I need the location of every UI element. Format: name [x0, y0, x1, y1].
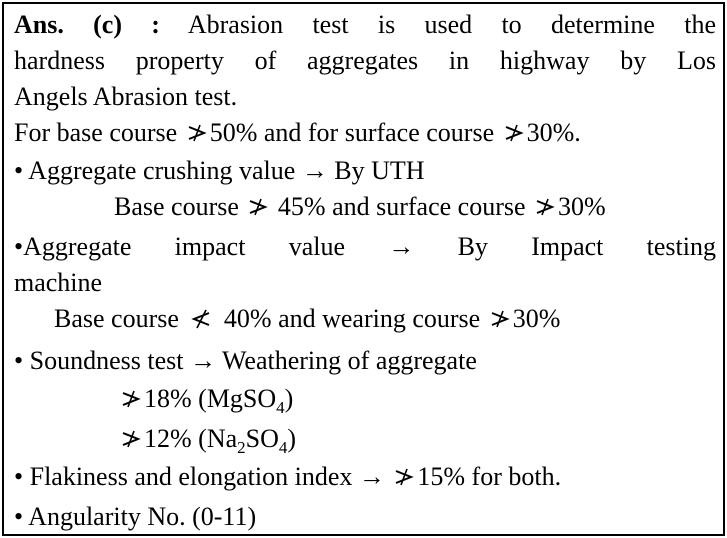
impact-wearing-value: 30%	[512, 304, 561, 333]
surface-value-text: 30%.	[526, 118, 581, 147]
mgso4-close: )	[284, 384, 294, 413]
not-greater-than-icon	[393, 467, 415, 487]
crushing-base-value: 45% and surface course	[277, 192, 526, 221]
mgso4-value: 18% (MgSO	[144, 384, 277, 413]
answer-box	[2, 2, 725, 536]
answer-line-3: Angels Abrasion test.	[14, 82, 238, 111]
mgso4-subscript: 4	[276, 398, 285, 417]
impact-title: •Aggregate impact value → By Impact testing	[14, 232, 716, 261]
not-greater-than-icon	[186, 123, 208, 143]
answer-text: Abrasion test is used to determine the	[187, 10, 716, 39]
soundness-mgso4	[118, 384, 294, 417]
not-greater-than-icon	[534, 197, 556, 217]
na2so4-so: SO	[245, 424, 279, 453]
not-greater-than-icon	[120, 389, 142, 409]
base-course-text: For base course	[14, 118, 178, 147]
not-less-than-icon	[187, 309, 215, 329]
not-greater-than-icon	[247, 197, 269, 217]
base-surface-line	[14, 118, 581, 148]
na2so4-subscript-4: 4	[278, 438, 288, 457]
crushing-surface-value: 30%	[558, 192, 606, 221]
crushing-title: • Aggregate crushing value → By UTH	[14, 156, 425, 185]
flakiness-line	[14, 462, 561, 492]
flakiness-label: • Flakiness and elongation index →	[14, 462, 385, 491]
crushing-base-label: Base course	[114, 192, 239, 221]
soundness-na2so4	[118, 424, 297, 457]
impact-base-value: 40% and wearing course	[223, 304, 481, 333]
impact-base-label: Base course	[54, 304, 179, 333]
na2so4-value: 12% (Na	[144, 424, 238, 453]
answer-line-1	[14, 10, 716, 40]
angularity-line: • Angularity No. (0-11)	[14, 502, 257, 531]
flakiness-value: 15% for both.	[417, 462, 562, 491]
crushing-values	[114, 192, 606, 222]
not-greater-than-icon	[120, 429, 142, 449]
not-greater-than-icon	[489, 309, 511, 329]
na2so4-close: )	[287, 424, 297, 453]
impact-title-cont: machine	[14, 268, 103, 297]
answer-line-2: hardness property of aggregates in highway by Los	[14, 46, 716, 75]
base-value-text: 50% and for surface course	[209, 118, 495, 147]
impact-values	[54, 304, 560, 334]
answer-label: Ans. (c) :	[14, 10, 160, 39]
na2so4-subscript-2: 2	[237, 438, 246, 457]
soundness-title: • Soundness test → Weathering of aggregate	[14, 346, 477, 375]
not-greater-than-icon	[503, 123, 525, 143]
